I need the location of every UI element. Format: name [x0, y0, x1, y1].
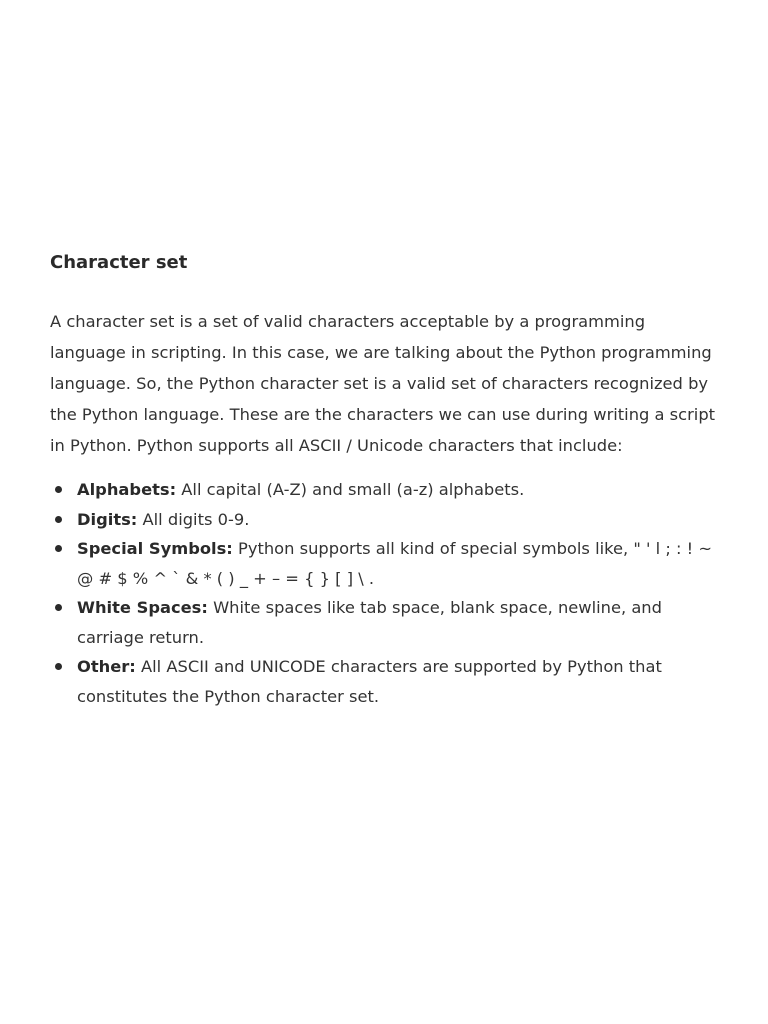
intro-paragraph: A character set is a set of valid characters acceptable by a programming language in scripting. In this case, we are talking about the Python programming language. So, the Python character set is a valid set of characters recognized by the Python language. These are the characters we can use during writing a script in Python. Python supports all ASCII / Unicode characters that include:: [50, 312, 716, 455]
list-item-text: All ASCII and UNICODE characters are supported by Python that constitutes the Python character set.: [77, 657, 662, 706]
list-item-special-symbols: [50, 534, 718, 593]
list-item-term: Special Symbols:: [77, 539, 233, 558]
list-item-digits: [50, 505, 718, 535]
list-item-text: White spaces like tab space, blank space, newline, and carriage return.: [77, 598, 662, 647]
list-item-term: Alphabets:: [77, 480, 177, 499]
list-item-white-spaces: [50, 593, 718, 652]
list-item-text: All digits 0-9.: [137, 509, 250, 529]
list-item-other: [50, 652, 718, 711]
section-heading: Character set: [50, 252, 188, 273]
bullet-icon: [55, 604, 62, 611]
list-item-alphabets: [50, 475, 718, 505]
list-item-term: Other:: [77, 657, 136, 676]
bullet-icon: [55, 663, 62, 670]
bullet-icon: [55, 516, 62, 523]
bullet-icon: [55, 545, 62, 552]
character-set-list: [50, 475, 718, 711]
list-item-term: Digits:: [77, 509, 138, 529]
bullet-icon: [55, 486, 62, 493]
list-item-text: All capital (A-Z) and small (a-z) alphabets.: [176, 480, 525, 499]
article-content: [50, 250, 718, 711]
list-item-term: White Spaces:: [77, 598, 208, 617]
list-item-text: Python supports all kind of special symbols like, " ' l ; : ! ~ @ # $ % ^ ` & * ( ) _ + – = { } [ ] \ .: [77, 539, 713, 588]
